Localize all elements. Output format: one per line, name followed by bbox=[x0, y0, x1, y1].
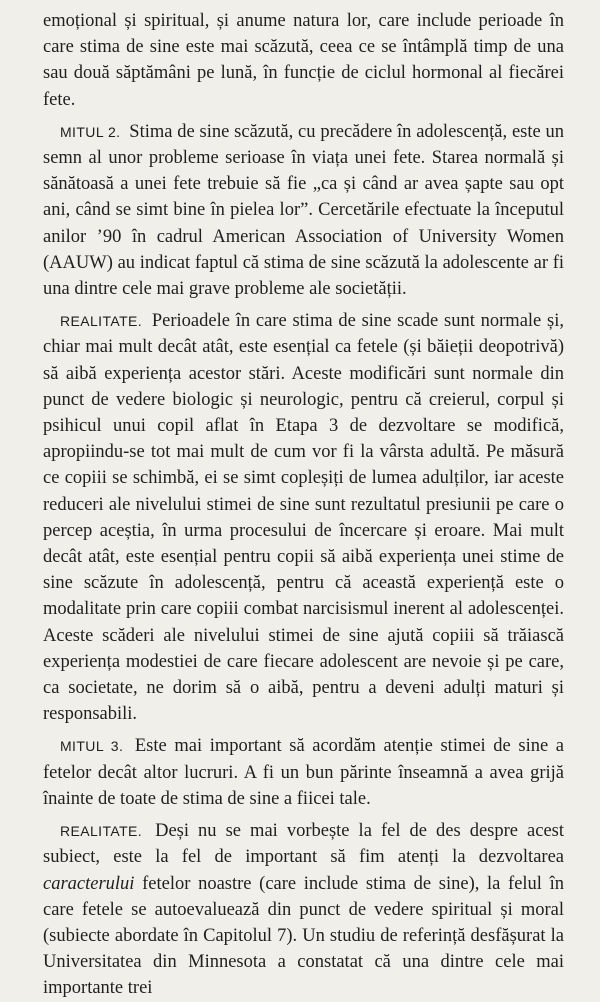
myth-2-paragraph bbox=[43, 119, 564, 302]
reality-3-text-after: fetelor noastre (care include stima de sine), la felul în care fetele se autoevaluează din punct de vedere spiritual și moral (subiecte abordate în Capitolul 7). Un studiu de referință desfășurat la Universitatea din Minnesota a constatat că una dintre cele mai importante trei bbox=[43, 873, 565, 999]
myth-3-paragraph bbox=[43, 733, 564, 812]
myth-2-label: MITUL 2. bbox=[60, 123, 121, 140]
continuation-paragraph bbox=[43, 8, 564, 113]
continuation-text: emoțional și spiritual, și anume natura lor, care include perioade în care stima de sine este mai scăzută, ceea ce se întâmplă timp de una sau două săptămâni pe lună, în funcție de ciclul hormonal al fiecărei fete. bbox=[43, 11, 564, 110]
reality-3-italic-word: caracterului bbox=[43, 873, 135, 894]
reality-2-paragraph bbox=[43, 308, 564, 727]
myth-2-text: Stima de sine scăzută, cu precădere în adolescență, este un semn al unor probleme serioase în viața unei fete. Starea normală și sănătoasă a unei fete trebuie să fie „ca și când ar avea șapte sau opt ani, când se simt bine în pielea lor”. Cercetările efectuate la începutul anilor ’90 în cadrul American Association of University Women (AAUW) au indicat faptul că stima de sine scăzută la adolescente ar fi una dintre cele mai grave probleme ale societății. bbox=[43, 121, 565, 300]
reality-2-text: Perioadele în care stima de sine scade sunt normale și, chiar mai mult decât atât, este esențial ca fetele (și băieții deopotrivă) să aibă experiența acestor stări. Aceste modificări sunt normale din punct de vedere biologic și neurologic, pentru că creierul, corpul și psihicul unui copil aflat în Etapa 3 de dezvoltare se modifică, apropiindu-se tot mai mult de cum vor fi la vârsta adultă. Pe măsură ce copiii se schimbă, ei se simt copleșiți de lumea adulților, iar aceste reduceri ale nivelului stimei de sine sunt rezultatul presiunii pe care o percep aceștia, în urma procesului de încercare și eroare. Mai mult decât atât, este esențial pentru copii să aibă experiența unei stime de sine scăzute în adolescență, pentru că această experiență este o modalitate prin care copiii combat narcisismul inerent al adolescenței. Aceste scăderi ale nivelului stimei de sine ajută copiii să trăiască experiența modestiei de care fiecare adolescent are nevoie și pe care, ca societate, ne dorim să o aibă, pentru a deveni adulți maturi și responsabili. bbox=[43, 311, 565, 725]
myth-3-label: MITUL 3. bbox=[60, 738, 124, 755]
myth-3-text: Este mai important să acordăm atenție stimei de sine a fetelor decât altor lucruri. A fi un bun părinte înseamnă a avea grijă înainte de toate de stima de sine a fiicei tale. bbox=[43, 736, 565, 809]
reality-3-text-before: Deși nu se mai vorbește la fel de des despre acest subiect, este la fel de important să fim atenți la dezvoltarea bbox=[43, 821, 564, 868]
reality-3-paragraph bbox=[43, 818, 564, 1001]
reality-3-label: REALITATE. bbox=[60, 823, 143, 840]
reality-2-label: REALITATE. bbox=[60, 313, 143, 330]
